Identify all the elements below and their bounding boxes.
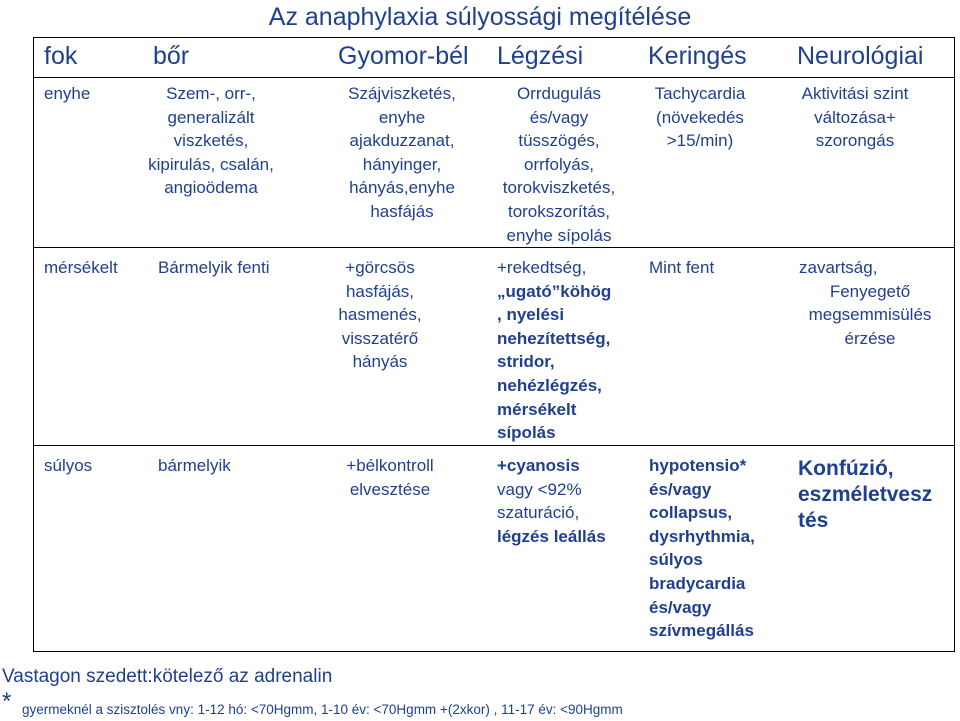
row-moderate-circulation: Mint fent xyxy=(649,258,715,277)
row-severe-grade: súlyos xyxy=(44,456,93,475)
row-mild-respiratory: Orrdugulás és/vagy tüsszögés, orrfolyás, torokviszketés, torokszorítás, enyhe sípolás xyxy=(502,84,616,245)
footnote-bold-meaning: Vastagon szedett:kötelező az adrenalin xyxy=(2,666,333,687)
header-grade: fok xyxy=(44,42,78,70)
row-severe-skin: bármelyik xyxy=(158,456,231,475)
row-severe-neurological: Konfúzió, eszméletvesz tés xyxy=(798,457,933,532)
footnote-asterisk: * xyxy=(2,688,12,715)
page-title: Az anaphylaxia súlyossági megítélése xyxy=(268,3,692,31)
row-moderate-skin: Bármelyik fenti xyxy=(158,258,270,277)
row-mild-circulation: Tachycardia (növekedés >15/min) xyxy=(654,84,746,151)
row-moderate-neurological: zavartság, Fenyegető megsemmisülés érzése xyxy=(799,258,932,348)
header-gi: Gyomor-bél xyxy=(338,42,469,70)
header-respiratory: Légzési xyxy=(497,42,584,70)
header-circulation: Keringés xyxy=(648,42,747,70)
row-severe-respiratory: +cyanosis vagy <92% szaturáció, légzés leállás xyxy=(497,456,606,546)
header-skin: bőr xyxy=(153,42,190,70)
row-mild-gi: Szájviszketés, enyhe ajakduzzanat, hányinger, hányás,enyhe hasfájás xyxy=(348,84,456,221)
row-mild-neurological: Aktivitási szint változása+ szorongás xyxy=(801,84,909,151)
header-divider xyxy=(33,77,955,78)
row-moderate-grade: mérsékelt xyxy=(44,258,118,277)
header-neurological: Neurológiai xyxy=(797,42,924,70)
row-severe-circulation: hypotensio* és/vagy collapsus, dysrhythmia, súlyos bradycardia és/vagy szívmegállás xyxy=(649,456,755,641)
row-moderate-gi: +görcsös hasfájás, hasmenés, visszatérő hányás xyxy=(338,258,422,372)
row-mild-grade: enyhe xyxy=(44,84,91,103)
row-mild-skin: Szem-, orr-, generalizált viszketés, kipirulás, csalán, angioödema xyxy=(148,84,274,198)
row-moderate-respiratory: +rekedtség, „ugató”köhög , nyelési nehezítettség, stridor, nehézlégzés, mérsékelt sípolás xyxy=(497,258,612,443)
row-severe-gi: +bélkontroll elvesztése xyxy=(346,456,434,499)
footnote-pediatric-bp: gyermeknél a szisztolés vny: 1-12 hó: <70Hgmm, 1-10 év: <70Hgmm +(2xkor) , 11-17 év: <90Hgmm xyxy=(22,702,623,717)
row-divider-2 xyxy=(33,445,955,446)
